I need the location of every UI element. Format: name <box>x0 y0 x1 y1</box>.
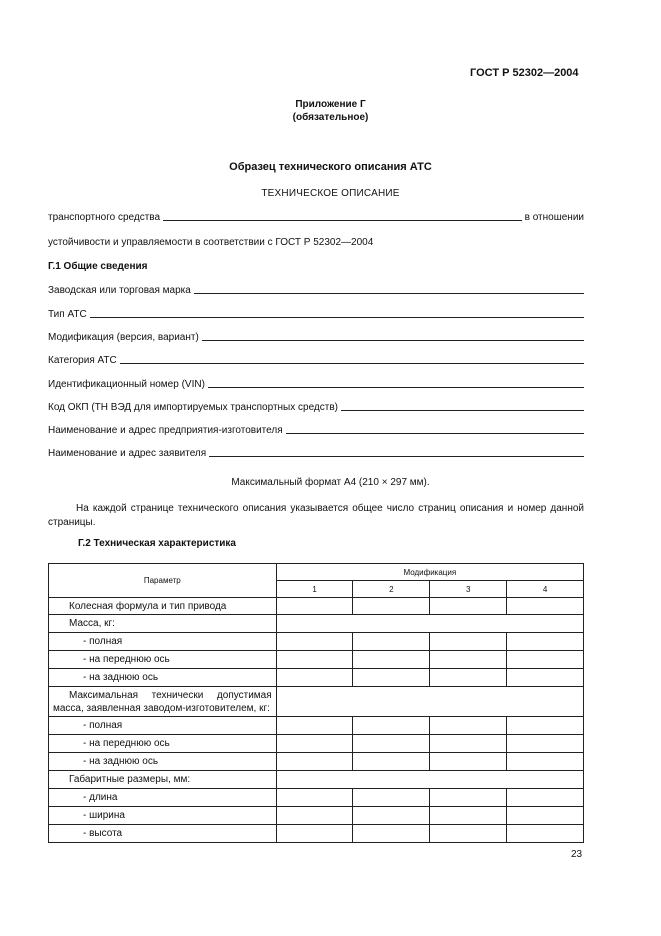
field-label: Категория АТС <box>48 355 117 366</box>
value-cell[interactable] <box>276 771 583 789</box>
value-cell[interactable] <box>430 717 507 735</box>
page-number: 23 <box>571 849 583 860</box>
format-note: Максимальный формат А4 (210 × 297 мм). <box>231 477 430 488</box>
field-applicant <box>48 448 584 459</box>
param-cell: - полная <box>49 717 277 735</box>
sample-title: Образец технического описания АТС <box>229 161 432 173</box>
param-cell: - на переднюю ось <box>49 735 277 753</box>
param-cell: - полная <box>49 633 277 651</box>
table-row <box>49 807 584 825</box>
value-cell[interactable] <box>353 598 430 615</box>
table-row <box>49 753 584 771</box>
param-cell: Максимальная технически допустимая масса, заявленная заводом-изготовителем, кг: <box>49 687 277 717</box>
field-type <box>48 309 584 320</box>
table-row <box>49 735 584 753</box>
value-cell[interactable] <box>276 735 353 753</box>
field-label: Наименование и адрес предприятия-изготовителя <box>48 425 283 436</box>
field-okp-code <box>48 402 584 413</box>
value-cell[interactable] <box>353 669 430 687</box>
param-cell: - на переднюю ось <box>49 651 277 669</box>
value-cell[interactable] <box>507 735 584 753</box>
value-cell[interactable] <box>430 753 507 771</box>
table-row <box>49 825 584 843</box>
table-row <box>49 633 584 651</box>
value-cell[interactable] <box>353 633 430 651</box>
field-category <box>48 355 584 366</box>
value-cell[interactable] <box>276 825 353 843</box>
param-cell: - высота <box>49 825 277 843</box>
intro-line-2: устойчивости и управляемости в соответствии с ГОСТ Р 52302—2004 <box>48 237 374 248</box>
value-cell[interactable] <box>276 789 353 807</box>
mod-number: 1 <box>276 581 353 598</box>
value-cell[interactable] <box>430 669 507 687</box>
value-cell[interactable] <box>276 633 353 651</box>
fill-line[interactable] <box>120 362 584 364</box>
value-cell[interactable] <box>507 598 584 615</box>
value-cell[interactable] <box>276 598 353 615</box>
param-header: Параметр <box>49 564 277 598</box>
fill-line[interactable] <box>202 339 584 341</box>
value-cell[interactable] <box>507 717 584 735</box>
appendix-subtitle: (обязательное) <box>292 112 369 123</box>
page-count-paragraph: На каждой странице технического описания указывается общее число страниц описания и номер данной страницы. <box>48 503 584 528</box>
value-cell[interactable] <box>430 735 507 753</box>
value-cell[interactable] <box>507 651 584 669</box>
value-cell[interactable] <box>507 825 584 843</box>
document-number: ГОСТ Р 52302—2004 <box>470 67 579 79</box>
tech-description-title: ТЕХНИЧЕСКОЕ ОПИСАНИЕ <box>261 188 400 199</box>
mod-number: 3 <box>430 581 507 598</box>
value-cell[interactable] <box>276 753 353 771</box>
fill-line[interactable] <box>341 409 584 411</box>
vehicle-fill-line[interactable] <box>163 219 522 221</box>
value-cell[interactable] <box>353 651 430 669</box>
section-2-title: Г.2 Техническая характеристика <box>78 538 236 549</box>
value-cell[interactable] <box>353 789 430 807</box>
field-vin <box>48 379 584 390</box>
value-cell[interactable] <box>507 789 584 807</box>
appendix-title: Приложение Г <box>295 99 366 110</box>
table-row <box>49 687 584 717</box>
mod-number: 4 <box>507 581 584 598</box>
param-cell: - ширина <box>49 807 277 825</box>
table-header-row <box>49 564 584 581</box>
value-cell[interactable] <box>276 651 353 669</box>
value-cell[interactable] <box>430 633 507 651</box>
value-cell[interactable] <box>353 735 430 753</box>
value-cell[interactable] <box>353 753 430 771</box>
table-row <box>49 789 584 807</box>
field-label: Модификация (версия, вариант) <box>48 332 199 343</box>
param-cell: - на заднюю ось <box>49 669 277 687</box>
field-label: Наименование и адрес заявителя <box>48 448 207 459</box>
value-cell[interactable] <box>507 633 584 651</box>
value-cell[interactable] <box>507 753 584 771</box>
value-cell[interactable] <box>276 615 583 633</box>
section-1-title: Г.1 Общие сведения <box>48 261 148 272</box>
param-cell: - длина <box>49 789 277 807</box>
value-cell[interactable] <box>353 717 430 735</box>
value-cell[interactable] <box>353 825 430 843</box>
intro-line-1-suffix: в отношении <box>524 212 584 223</box>
mod-header: Модификация <box>276 564 583 581</box>
value-cell[interactable] <box>430 807 507 825</box>
field-manufacturer <box>48 425 584 436</box>
value-cell[interactable] <box>507 669 584 687</box>
table-row <box>49 771 584 789</box>
fill-line[interactable] <box>90 316 584 318</box>
param-cell: - на заднюю ось <box>49 753 277 771</box>
param-cell: Колесная формула и тип привода <box>49 598 277 615</box>
fill-line[interactable] <box>209 455 584 457</box>
fill-line[interactable] <box>286 432 584 434</box>
intro-line-1 <box>48 212 584 223</box>
table-row <box>49 651 584 669</box>
fill-line[interactable] <box>208 386 584 388</box>
table-row <box>49 615 584 633</box>
field-label: Тип АТС <box>48 309 87 320</box>
field-label: Код ОКП (ТН ВЭД для импортируемых транспортных средств) <box>48 402 338 413</box>
value-cell[interactable] <box>430 598 507 615</box>
mod-number: 2 <box>353 581 430 598</box>
intro-line-1-label: транспортного средства <box>48 212 161 223</box>
value-cell[interactable] <box>430 825 507 843</box>
value-cell[interactable] <box>507 807 584 825</box>
appendix-heading <box>0 98 661 124</box>
spec-table <box>48 563 584 843</box>
table-row <box>49 669 584 687</box>
param-cell: Габаритные размеры, мм: <box>49 771 277 789</box>
value-cell[interactable] <box>276 807 353 825</box>
value-cell[interactable] <box>276 717 353 735</box>
table-row <box>49 717 584 735</box>
table-row <box>49 598 584 615</box>
field-label: Идентификационный номер (VIN) <box>48 379 205 390</box>
value-cell[interactable] <box>276 687 583 717</box>
value-cell[interactable] <box>430 789 507 807</box>
fill-line[interactable] <box>194 292 584 294</box>
value-cell[interactable] <box>353 807 430 825</box>
value-cell[interactable] <box>430 651 507 669</box>
param-cell: Масса, кг: <box>49 615 277 633</box>
field-modification <box>48 332 584 343</box>
field-label: Заводская или торговая марка <box>48 285 191 296</box>
value-cell[interactable] <box>276 669 353 687</box>
field-brand <box>48 285 584 296</box>
